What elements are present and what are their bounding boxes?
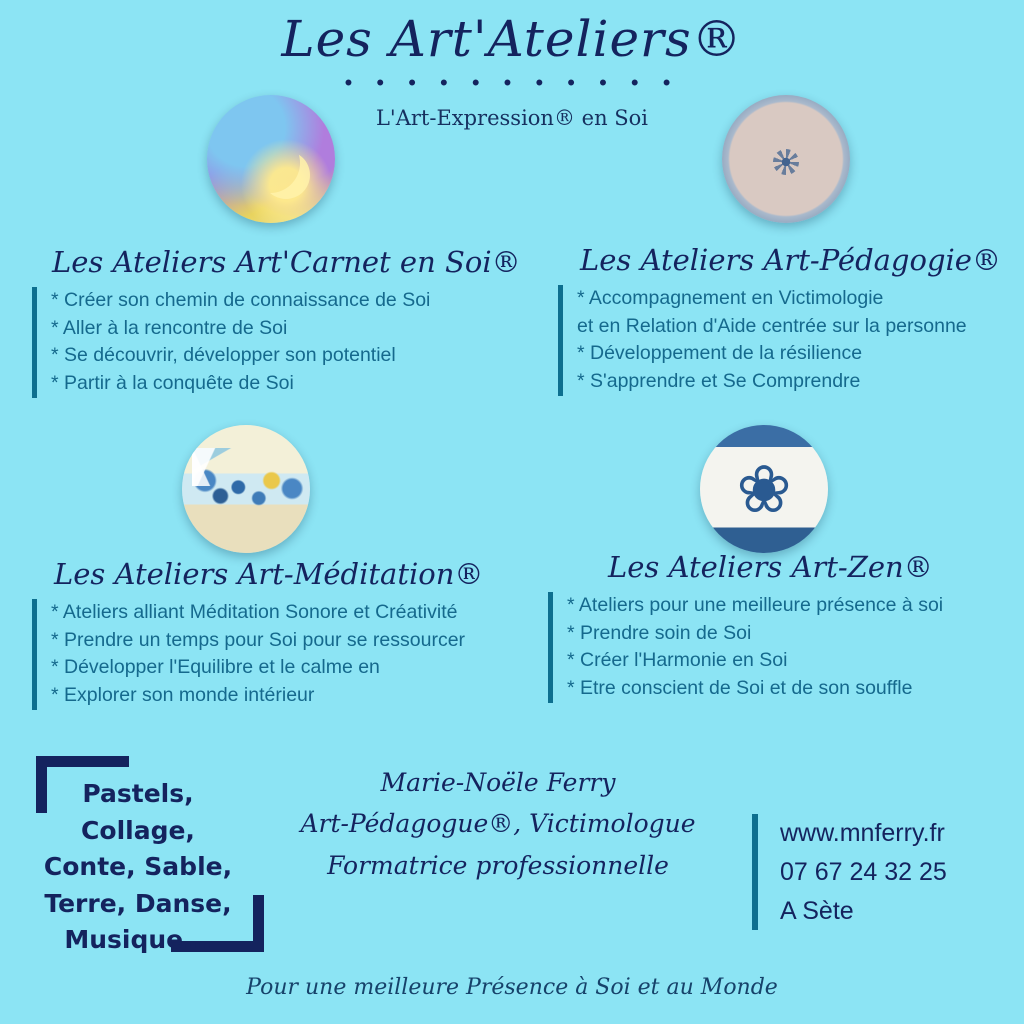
list-item: * Développement de la résilience [577,342,863,365]
list-item: * Explorer son monde intérieur [51,684,315,707]
section-art-pedagogie [558,243,1001,396]
section-art-zen [548,550,943,703]
keyword-item: Conte, Sable, [43,852,233,881]
list-item: * Créer l'Harmonie en Soi [567,649,788,672]
keyword-item: Collage, [81,815,195,845]
list-item: * Se découvrir, développer son potentiel [51,344,396,367]
decorative-dot-row: • • • • • • • • • • • [344,70,680,95]
section-bullets-art-pedagogie [558,285,1001,396]
list-item: et en Relation d'Aide centrée sur la personne [577,314,967,337]
list-item: * S'apprendre et Se Comprendre [577,370,861,393]
list-item: * Prendre soin de Soi [567,621,752,644]
footer-tagline: Pour une meilleure Présence à Soi et au Monde [246,975,778,1000]
contact-website[interactable]: www.mnferry.fr [780,819,945,847]
list-item: * Ateliers pour une meilleure présence à soi [567,594,944,616]
contact-location: A Sète [780,896,854,925]
section-art-carnet [32,245,521,398]
page-subtitle: L'Art-Expression® en Soi [375,106,649,130]
section-art-meditation [32,557,483,710]
keywords-list [28,776,248,959]
contact-phone[interactable]: 07 67 24 32 25 [780,857,947,886]
section-title-art-carnet: Les Ateliers Art'Carnet en Soi® [52,245,521,279]
section-bullets-art-zen [548,592,943,703]
contact-block [752,814,947,930]
lotus-badge-image [700,425,828,553]
list-item: * Créer son chemin de connaissance de Soi [51,289,431,311]
list-item: * Accompagnement en Victimologie [577,287,884,309]
page-title: Les Art'Ateliers® [281,10,743,68]
section-title-art-pedagogie: Les Ateliers Art-Pédagogie® [580,243,1001,277]
list-item: * Prendre un temps pour Soi pour se ressourcer [51,628,466,651]
person-qualification: Formatrice professionnelle [327,850,669,880]
section-title-art-meditation: Les Ateliers Art-Méditation® [54,557,484,591]
keyword-item: Terre, Danse, [44,888,232,918]
list-item: * Partir à la conquête de Soi [51,372,294,395]
person-role: Art-Pédagogue®, Victimologue [300,809,696,839]
list-item: * Etre conscient de Soi et de son souffle [567,677,913,700]
section-bullets-art-meditation [32,599,483,710]
list-item: * Développer l'Equilibre et le calme en [51,656,380,679]
collage-artwork-badge-image [182,425,310,553]
person-credentials [288,762,708,886]
keyword-item: Musique... [64,925,212,954]
constellation-badge-image [722,95,850,223]
moon-watercolor-badge-image [207,95,335,223]
list-item: * Ateliers alliant Méditation Sonore et Créativité [51,601,458,623]
lotus-icon: ❀ [736,451,792,526]
section-bullets-art-carnet [32,287,521,398]
person-name: Marie-Noële Ferry [380,768,616,797]
list-item: * Aller à la rencontre de Soi [51,316,288,339]
section-title-art-zen: Les Ateliers Art-Zen® [608,550,933,584]
keyword-item: Pastels, [82,779,194,808]
